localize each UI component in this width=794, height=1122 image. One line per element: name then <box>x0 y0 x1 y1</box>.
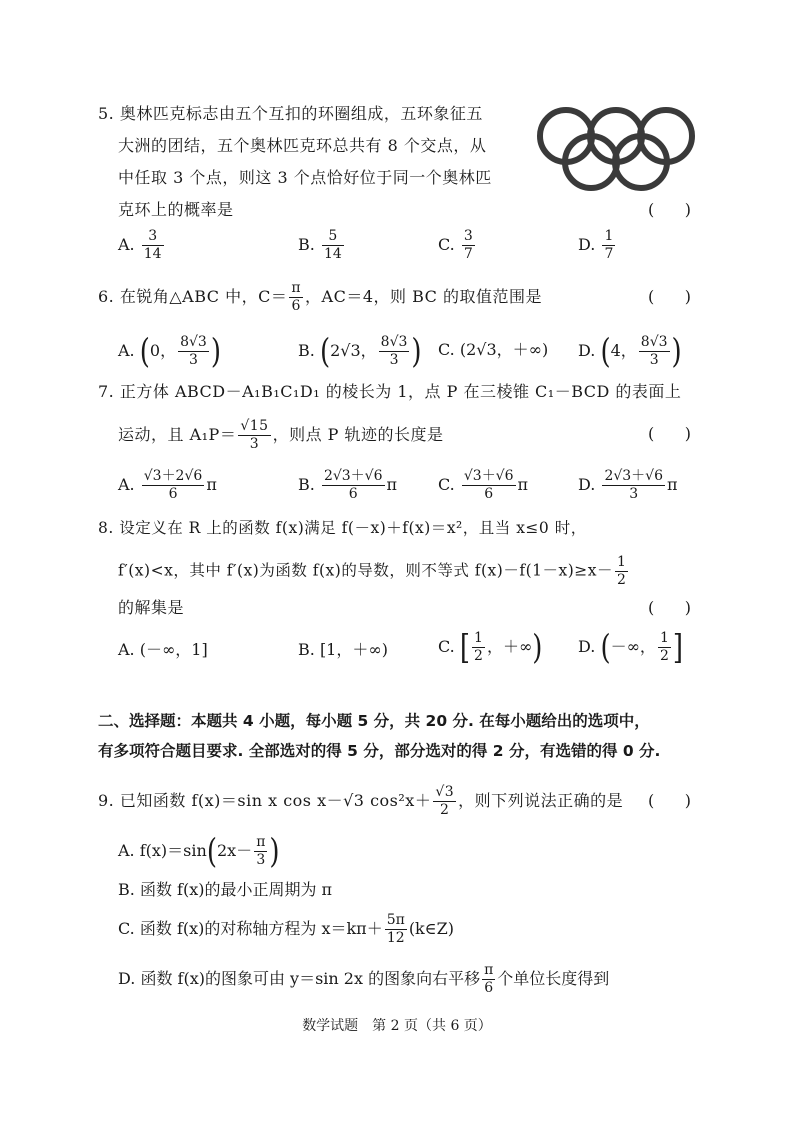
fraction <box>142 228 164 263</box>
option-label: D. <box>578 475 596 494</box>
fraction <box>433 784 456 819</box>
option-label: D. <box>578 637 596 656</box>
numerator: π <box>256 834 266 850</box>
option-label: C. <box>438 475 455 494</box>
q7-stem-line1: 7. 正方体 ABCD－A₁B₁C₁D₁ 的棱长为 1，点 P 在三棱锥 C₁－BCD 的表面上 <box>98 382 682 401</box>
q5-option-a[interactable] <box>118 228 166 263</box>
numerator: 1 <box>474 630 483 646</box>
q5-stem-line2: 大洲的团结，五个奥林匹克环总共有 8 个交点，从 <box>118 136 487 155</box>
fraction <box>462 468 516 503</box>
numerator: 1 <box>617 554 627 570</box>
option-label: A. <box>118 475 135 494</box>
q7-stem-line2: 运动，且 A₁P＝ $\frac{√15}{3}$ ，则点 P 轨迹的长度是 <box>118 418 444 452</box>
numerator: √3 <box>435 784 455 800</box>
option-label: C. <box>438 637 455 656</box>
fraction <box>602 468 665 503</box>
q5-option-d[interactable] <box>578 228 617 263</box>
denominator: 14 <box>323 246 342 262</box>
fraction <box>462 228 475 263</box>
denominator: 3 <box>649 352 659 368</box>
denominator: 3 <box>389 352 399 368</box>
fraction <box>322 468 385 503</box>
fraction <box>602 228 615 263</box>
denominator: 3 <box>256 852 266 868</box>
fraction <box>482 962 495 997</box>
option-label: C. <box>438 340 455 359</box>
numerator: √15 <box>240 418 269 434</box>
q8-option-d[interactable]: D. (－∞， $\frac{1}{2}$ ] <box>578 628 684 667</box>
fraction <box>254 834 267 869</box>
q7-option-b[interactable]: B. $\frac{2√3+√6}{6}$ π <box>298 468 398 502</box>
numerator: 5π <box>386 912 405 928</box>
q9-answer-paren: ( ) <box>648 791 691 810</box>
denominator: 6 <box>348 486 358 502</box>
denominator: 6 <box>484 980 494 996</box>
q6-stem <box>98 280 542 315</box>
q7-option-d[interactable]: D. $\frac{2√3+√6}{3}$ π <box>578 468 678 502</box>
fraction <box>238 418 270 453</box>
q8-stem-line2: f′(x)<x，其中 f′(x)为函数 f(x)的导数，则不等式 f(x)－f(1－x)≥x－ $\frac{1}{2}$ <box>118 554 627 588</box>
numerator: 1 <box>604 228 614 244</box>
numerator: π <box>484 962 494 978</box>
denominator: 6 <box>484 486 494 502</box>
q7-option-a[interactable]: A. $\frac{√3+2√6}{6}$ π <box>118 468 217 502</box>
q9-option-d[interactable]: D. 函数 f(x)的图象可由 y＝sin 2x 的图象向右平移 $\frac{\pi}{6}$ 个单位长度得到 <box>118 962 610 996</box>
q5-stem-line3: 中任取 3 个点，则这 3 个点恰好位于同一个奥林匹 <box>118 168 492 187</box>
option-label: B. <box>118 880 135 899</box>
denominator: 6 <box>291 298 301 314</box>
q9-stem: 9. 已知函数 f(x)＝sin x cos x－√3 cos²x＋ $\frac{√3}{2}$ ，则下列说法正确的是 <box>98 784 624 818</box>
denominator: 2 <box>440 802 450 818</box>
q9-option-b[interactable]: B. 函数 f(x)的最小正周期为 π <box>118 880 333 899</box>
q8-answer-paren: ( ) <box>648 598 691 617</box>
q6-stem-suffix: ，AC＝4，则 BC 的取值范围是 <box>305 287 542 306</box>
option-label: B. <box>298 475 315 494</box>
q5-answer-paren: ( ) <box>648 200 691 219</box>
denominator: 7 <box>604 246 614 262</box>
option-label: D. <box>578 341 596 360</box>
fraction <box>639 334 670 369</box>
fraction <box>322 228 344 263</box>
section-2-heading-line1: 二、选择题：本题共 4 小题，每小题 5 分，共 20 分. 在每小题给出的选项中， <box>98 712 650 730</box>
page-footer: 数学试题 第 2 页（共 6 页） <box>302 1018 492 1034</box>
numerator: 3 <box>463 228 473 244</box>
option-label: A. <box>118 341 135 360</box>
option-label: C. <box>118 919 135 938</box>
section-2-heading-line2: 有多项符合题目要求. 全部选对的得 5 分，部分选对的得 2 分，有选错的得 0 分. <box>98 742 661 760</box>
option-label: D. <box>118 969 136 988</box>
fraction <box>385 912 407 947</box>
denominator: 3 <box>188 352 198 368</box>
olympic-rings-icon <box>536 104 696 192</box>
fraction <box>658 630 671 665</box>
numerator: π <box>291 280 302 296</box>
fraction <box>472 630 485 665</box>
numerator: 5 <box>322 228 344 246</box>
denominator: 2 <box>474 648 483 664</box>
fraction <box>379 334 410 369</box>
q5-option-c[interactable] <box>438 228 477 263</box>
option-label: A. <box>118 841 135 860</box>
q6-option-d[interactable]: D. (4， $\frac{8√3}{3}$ ) <box>578 332 682 371</box>
numerator: 3 <box>142 228 164 246</box>
q8-stem-line1: 8. 设定义在 R 上的函数 f(x)满足 f(－x)＋f(x)＝x²，且当 x≤0 时， <box>98 519 587 537</box>
numerator: 2√3＋√6 <box>323 468 383 484</box>
denominator: 3 <box>629 486 639 502</box>
denominator: 2 <box>659 648 669 664</box>
option-label: B. <box>298 235 315 254</box>
denominator: 3 <box>249 436 260 452</box>
numerator: 2√3＋√6 <box>604 468 664 484</box>
fraction <box>178 334 209 369</box>
numerator: 1 <box>659 630 669 646</box>
fraction <box>615 554 628 589</box>
q8-option-a[interactable]: A. (－∞，1] <box>118 640 208 659</box>
option-label: A. <box>118 235 135 254</box>
numerator: √3＋√6 <box>463 468 514 484</box>
q6-stem-prefix: 6. 在锐角△ABC 中，C＝ <box>98 287 288 306</box>
q6-option-c[interactable]: C. (2√3，＋∞) <box>438 340 549 359</box>
q6-answer-paren: ( ) <box>648 287 691 306</box>
fraction <box>142 468 205 503</box>
q5-stem-line4: 克环上的概率是 <box>118 200 234 219</box>
q8-stem-line3: 的解集是 <box>118 598 185 617</box>
q8-option-b[interactable]: B. [1，＋∞) <box>298 640 388 659</box>
q7-answer-paren: ( ) <box>648 424 691 443</box>
option-label: D. <box>578 235 596 254</box>
denominator: 7 <box>463 246 473 262</box>
denominator: 6 <box>168 486 178 502</box>
q5-option-b[interactable] <box>298 228 346 263</box>
q9-option-c[interactable]: C. 函数 f(x)的对称轴方程为 x＝kπ＋ $\frac{5\pi}{12}$ (k∈Z) <box>118 912 454 946</box>
q9-option-a[interactable]: A. f(x)＝sin(2x－ $\frac{\pi}{3}$ ) <box>118 832 280 871</box>
denominator: 14 <box>143 246 162 262</box>
numerator: 8√3 <box>380 334 408 350</box>
denominator: 12 <box>386 930 405 946</box>
numerator: 8√3 <box>640 334 668 350</box>
denominator: 2 <box>617 572 627 588</box>
q8-option-c[interactable]: C. [ $\frac{1}{2}$ ，＋∞) <box>438 628 543 667</box>
option-label: B. <box>298 640 315 659</box>
option-label: C. <box>438 235 455 254</box>
q6-option-a[interactable]: A. (0， $\frac{8√3}{3}$ ) <box>118 332 221 371</box>
q5-stem-line1: 5. 奥林匹克标志由五个互扣的环圈组成，五环象征五 <box>98 104 483 123</box>
numerator: 8√3 <box>180 334 207 350</box>
option-label: B. <box>298 341 315 360</box>
q6-option-b[interactable]: B. (2√3， $\frac{8√3}{3}$ ) <box>298 332 422 371</box>
option-label: A. <box>118 640 135 659</box>
numerator: √3＋2√6 <box>143 468 203 484</box>
q7-option-c[interactable]: C. $\frac{√3+√6}{6}$ π <box>438 468 529 502</box>
fraction <box>289 280 303 315</box>
